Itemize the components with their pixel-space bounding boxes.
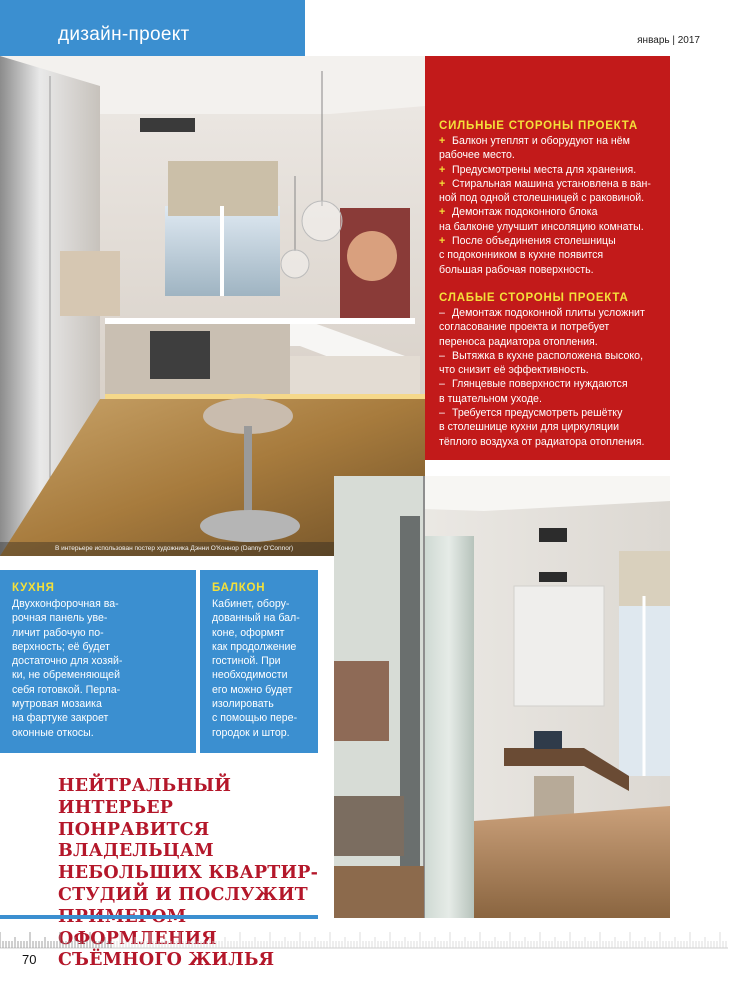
weaknesses-line: Демонтаж подоконной плиты усложнит xyxy=(452,307,645,319)
strengths-line: После объединения столешницы xyxy=(452,235,616,248)
weaknesses-line: Глянцевые поверхности нуждаются xyxy=(452,378,628,391)
balcony-box-line: с помощью пере- xyxy=(212,712,298,725)
kitchen-box-line: ки, не обременяющей xyxy=(12,669,120,682)
strengths-line: рабочее место. xyxy=(439,149,515,162)
kitchen-box-text xyxy=(12,597,122,740)
weaknesses-mark: – xyxy=(439,378,445,391)
strengths-mark: + xyxy=(439,235,446,248)
balcony-box-line: коне, оформят xyxy=(212,626,285,639)
balcony-box-line: изолировать xyxy=(212,698,274,711)
strengths-line: Балкон утеплят и оборудуют на нём xyxy=(452,135,630,147)
strengths-list xyxy=(439,134,667,277)
strengths-item xyxy=(439,177,667,206)
weaknesses-line: согласование проекта и потребует xyxy=(439,321,610,334)
balcony-box-line: Кабинет, обору- xyxy=(212,598,290,610)
strengths-item xyxy=(439,163,667,177)
weaknesses-mark: – xyxy=(439,349,445,362)
pull-quote-line: СЪЁМНОГО ЖИЛЬЯ xyxy=(58,950,275,971)
balcony-box-line: дованный на бал- xyxy=(212,612,300,625)
strengths-mark: + xyxy=(439,177,446,190)
strengths-item xyxy=(439,134,667,163)
kitchen-box xyxy=(0,570,196,753)
kitchen-box-line: мутровая мозаика xyxy=(12,698,102,711)
weaknesses-line: в столешнице кухни для циркуляции xyxy=(439,421,620,434)
weaknesses-line: в тщательном уходе. xyxy=(439,392,542,405)
page-number: 70 xyxy=(22,952,37,967)
weaknesses-line: тёплого воздуха от радиатора отопления. xyxy=(439,435,645,448)
pull-quote-line: НЕЙТРАЛЬНЫЙ ИНТЕРЬЕР xyxy=(58,776,232,818)
quote-underline xyxy=(0,915,318,919)
weaknesses-mark: – xyxy=(439,307,445,319)
weaknesses-line: Требуется предусмотреть решётку xyxy=(452,407,623,420)
strengths-line: большая рабочая поверхность. xyxy=(439,263,594,276)
strengths-line: с подоконником в кухне появится xyxy=(439,249,604,262)
kitchen-box-line: достаточно для хозяй- xyxy=(12,655,123,668)
strengths-line: Демонтаж подоконного блока xyxy=(452,206,598,219)
weaknesses-heading: СЛАБЫЕ СТОРОНЫ ПРОЕКТА xyxy=(439,292,629,304)
kitchen-box-line: себя готовкой. Перла- xyxy=(12,683,121,696)
weaknesses-item xyxy=(439,377,667,406)
pull-quote-line: ПОНРАВИТСЯ ВЛАДЕЛЬЦАМ xyxy=(58,819,214,862)
kitchen-box-line: личит рабочую по- xyxy=(12,626,104,639)
pull-quote-line: ОФОРМЛЕНИЯ xyxy=(58,928,217,949)
balcony-box-text xyxy=(212,597,300,740)
balcony-photo xyxy=(334,476,670,918)
kitchen-box-line: верхность; её будет xyxy=(12,640,110,653)
photo-credit: В интерьере использован постер художника Дэнни О'Коннор (Danny O'Connor) xyxy=(55,545,294,552)
balcony-box xyxy=(200,570,318,753)
strengths-mark: + xyxy=(439,206,446,219)
strengths-line: Предусмотрены места для хранения. xyxy=(452,163,637,176)
balcony-box-line: городок и штор. xyxy=(212,726,290,739)
kitchen-box-line: на фартуке закроет xyxy=(12,712,109,725)
kitchen-box-line: рочная панель уве- xyxy=(12,612,108,625)
strengths-line: Стиральная машина установлена в ван- xyxy=(452,177,651,190)
weaknesses-line: переноса радиатора отопления. xyxy=(439,335,598,348)
weaknesses-item xyxy=(439,306,667,349)
strengths-mark: + xyxy=(439,163,446,176)
pros-cons-panel xyxy=(425,56,670,460)
kitchen-box-line: оконные откосы. xyxy=(12,726,94,739)
weaknesses-mark: – xyxy=(439,407,445,420)
balcony-box-line: как продолжение xyxy=(212,640,297,653)
strengths-heading: СИЛЬНЫЕ СТОРОНЫ ПРОЕКТА xyxy=(439,120,638,132)
weaknesses-list xyxy=(439,306,667,449)
pull-quote-line: НЕБОЛЬШИХ КВАРТИР- xyxy=(58,863,319,884)
kitchen-box-title: КУХНЯ xyxy=(12,582,55,594)
section-tab xyxy=(0,0,305,56)
weaknesses-line: Вытяжка в кухне расположена высоко, xyxy=(452,349,644,362)
strengths-line: ной под одной столешницей с раковиной. xyxy=(439,192,645,205)
strengths-line: на балконе улучшит инсоляцию комнаты. xyxy=(439,220,644,233)
balcony-box-title: БАЛКОН xyxy=(212,582,266,594)
weaknesses-item xyxy=(439,349,667,378)
weaknesses-item xyxy=(439,406,667,449)
balcony-box-line: его можно будет xyxy=(212,683,293,696)
strengths-mark: + xyxy=(439,135,446,147)
balcony-box-line: гостиной. При xyxy=(212,655,281,668)
pull-quote-line: СТУДИЙ И ПОСЛУЖИТ xyxy=(58,884,308,905)
kitchen-box-line: Двухконфорочная ва- xyxy=(12,598,119,610)
section-title: дизайн-проект xyxy=(58,24,190,45)
issue-date: январь | 2017 xyxy=(637,35,700,46)
strengths-item xyxy=(439,205,667,234)
ruler-decoration xyxy=(0,926,728,956)
balcony-box-line: необходимости xyxy=(212,669,288,682)
weaknesses-line: что снизит её эффективность. xyxy=(439,364,589,377)
strengths-item xyxy=(439,234,667,277)
